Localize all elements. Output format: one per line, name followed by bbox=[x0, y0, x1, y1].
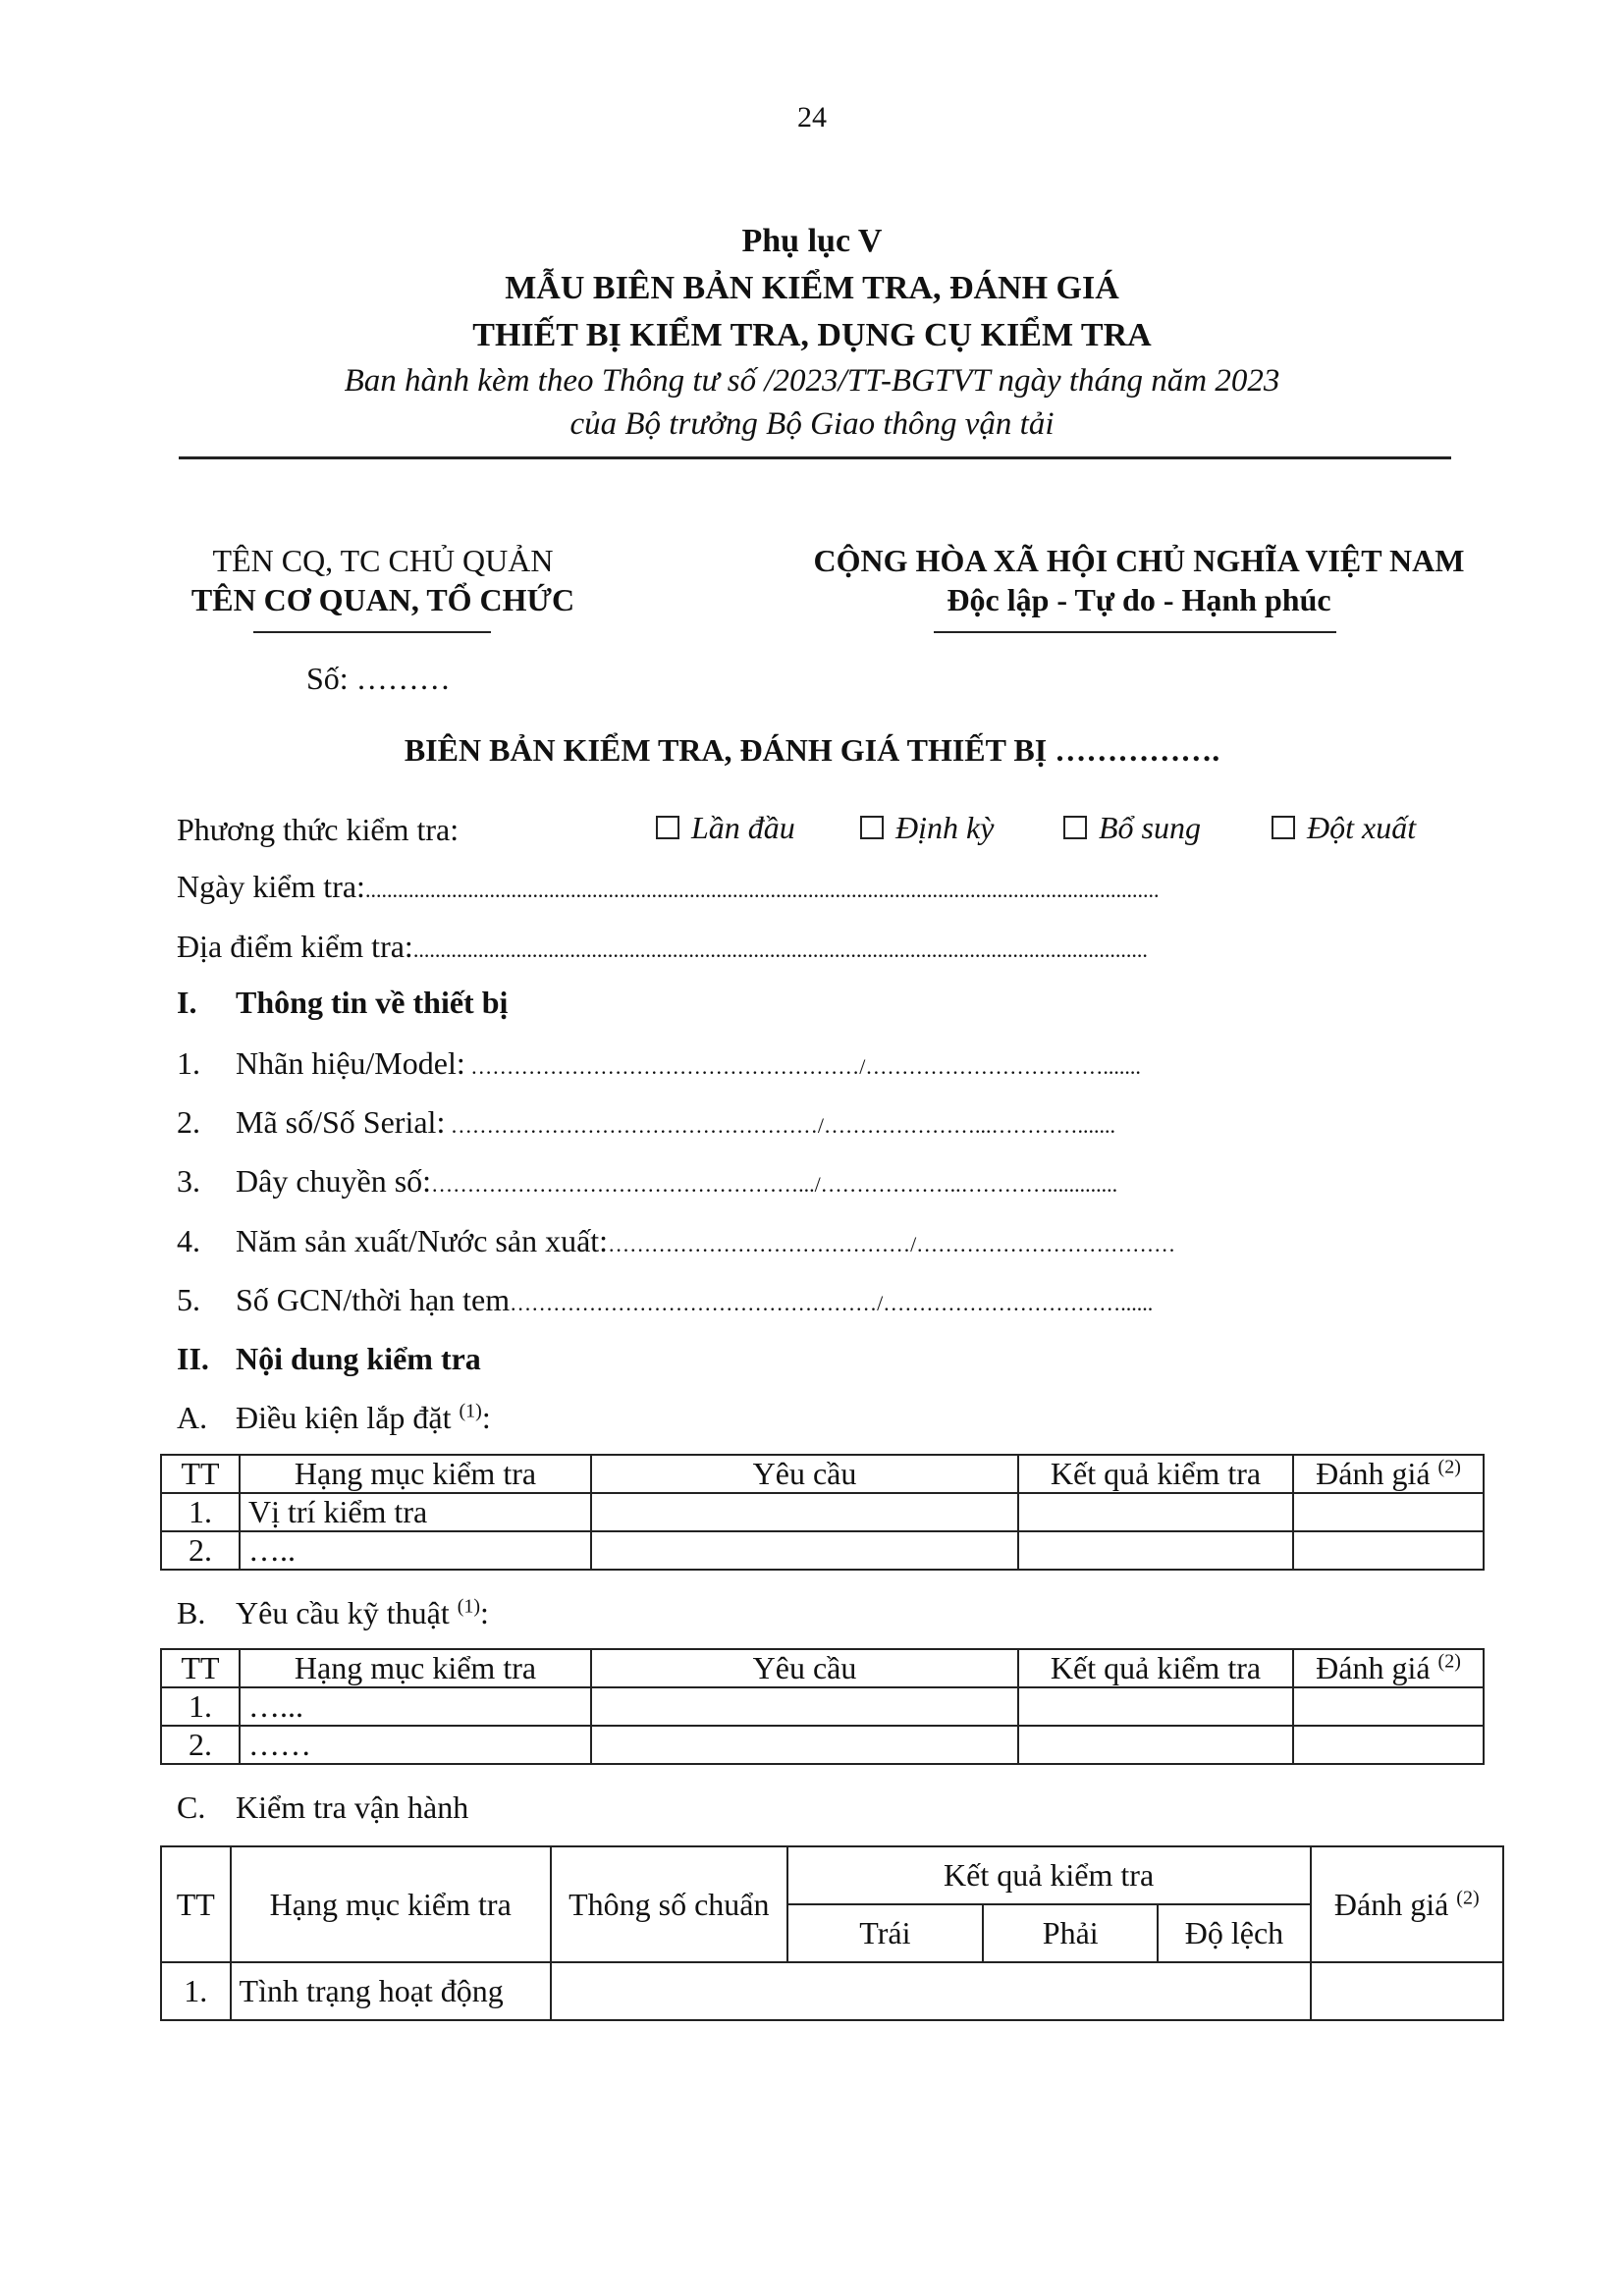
item4-line[interactable]: Năm sản xuất/Nước sản xuất:……………………………………/……………………………… bbox=[236, 1223, 1176, 1258]
place-dots: ........................................................................................................................................ bbox=[412, 937, 1148, 962]
cell-item[interactable]: …… bbox=[240, 1726, 591, 1764]
header-item: Hạng mục kiểm tra bbox=[231, 1846, 551, 1962]
item3-line[interactable]: Dây chuyền số:…………………………………………….../………………..…………............. bbox=[236, 1163, 1118, 1199]
option-first-time[interactable]: Lần đầu bbox=[656, 810, 795, 846]
appendix-line2: THIẾT BỊ KIỂM TRA, DỤNG CỤ KIỂM TRA bbox=[472, 317, 1152, 353]
place-label: Địa điểm kiểm tra: bbox=[177, 929, 413, 964]
header-standard: Thông số chuẩn bbox=[551, 1846, 787, 1962]
agency-underline bbox=[253, 631, 491, 633]
cell-tt: 2. bbox=[161, 1531, 240, 1570]
item4-number: 4. bbox=[177, 1223, 200, 1258]
header-evaluation: Đánh giá $^{(2)}$ bbox=[1293, 1649, 1484, 1687]
header-right: Phải bbox=[983, 1904, 1158, 1962]
header-result: Kết quả kiểm tra bbox=[1018, 1649, 1293, 1687]
item1-line[interactable]: Nhãn hiệu/Model: ………………………………………………/……………………………....... bbox=[236, 1045, 1141, 1081]
item3-number: 3. bbox=[177, 1163, 200, 1199]
table-header-row bbox=[161, 1846, 1503, 1904]
table-row bbox=[161, 1687, 1484, 1726]
table-header-row bbox=[161, 1455, 1484, 1493]
cell-item[interactable]: …... bbox=[240, 1687, 591, 1726]
cell-tt: 1. bbox=[161, 1962, 231, 2020]
date-label: Ngày kiểm tra: bbox=[177, 869, 365, 904]
cell-result[interactable] bbox=[1018, 1687, 1293, 1726]
header-evaluation: Đánh giá $^{(2)}$ bbox=[1311, 1846, 1503, 1962]
table-row bbox=[161, 1493, 1484, 1531]
document-number: Số: ……… bbox=[306, 661, 451, 696]
table-header-row bbox=[161, 1649, 1484, 1687]
part-b-letter: B. bbox=[177, 1595, 206, 1630]
cell-item[interactable]: ….. bbox=[240, 1531, 591, 1570]
section1-number: I. bbox=[177, 985, 197, 1020]
part-a-title: Điều kiện lắp đặt $^{(1)}$: bbox=[236, 1400, 491, 1435]
place-line[interactable] bbox=[177, 927, 1453, 970]
item1-number: 1. bbox=[177, 1045, 200, 1081]
page-number: 24 bbox=[797, 101, 827, 133]
part-c-title: Kiểm tra vận hành bbox=[236, 1789, 469, 1825]
option-periodic[interactable]: Định kỳ bbox=[860, 810, 994, 846]
section2-title: Nội dung kiểm tra bbox=[236, 1341, 481, 1376]
item2-line[interactable]: Mã số/Số Serial: ……………………………………………/…………………...…………....... bbox=[236, 1104, 1115, 1140]
checkbox-icon[interactable] bbox=[1063, 816, 1087, 839]
cell-evaluation[interactable] bbox=[1293, 1493, 1484, 1531]
cell-item[interactable]: Tình trạng hoạt động bbox=[231, 1962, 551, 2020]
checkbox-icon[interactable] bbox=[860, 816, 884, 839]
cell-result[interactable] bbox=[1018, 1493, 1293, 1531]
checkbox-icon[interactable] bbox=[1272, 816, 1295, 839]
cell-result[interactable] bbox=[1018, 1726, 1293, 1764]
section2-number: II. bbox=[177, 1341, 209, 1376]
national-block bbox=[766, 541, 1512, 619]
cell-result[interactable] bbox=[1018, 1531, 1293, 1570]
cell-requirement[interactable] bbox=[591, 1687, 1018, 1726]
part-c-letter: C. bbox=[177, 1789, 206, 1825]
issued-line1: Ban hành kèm theo Thông tư số /2023/TT-BGTVT ngày tháng năm 2023 bbox=[344, 363, 1280, 399]
item5-line[interactable]: Số GCN/thời hạn tem……………………………………………/……………………………...... bbox=[236, 1282, 1154, 1317]
header-result: Kết quả kiểm tra bbox=[787, 1846, 1311, 1904]
part-a-letter: A. bbox=[177, 1400, 208, 1435]
checkbox-icon[interactable] bbox=[656, 816, 679, 839]
item5-number: 5. bbox=[177, 1282, 200, 1317]
motto: Độc lập - Tự do - Hạnh phúc bbox=[947, 582, 1331, 617]
parent-agency: TÊN CQ, TC CHỦ QUẢN bbox=[212, 543, 554, 578]
document-title: BIÊN BẢN KIỂM TRA, ĐÁNH GIÁ THIẾT BỊ ……………. bbox=[404, 732, 1220, 768]
agency-name: TÊN CƠ QUAN, TỔ CHỨC bbox=[190, 582, 575, 617]
heading-divider bbox=[179, 456, 1451, 459]
section1-title: Thông tin về thiết bị bbox=[236, 985, 509, 1020]
table-row bbox=[161, 1962, 1503, 2020]
inspection-method-label: Phương thức kiểm tra: bbox=[177, 812, 460, 847]
cell-tt: 1. bbox=[161, 1493, 240, 1531]
item2-number: 2. bbox=[177, 1104, 200, 1140]
header-item: Hạng mục kiểm tra bbox=[240, 1649, 591, 1687]
header-tt: TT bbox=[161, 1846, 231, 1962]
header-left: Trái bbox=[787, 1904, 983, 1962]
issued-line2: của Bộ trưởng Bộ Giao thông vận tải bbox=[569, 406, 1055, 442]
table-operation bbox=[160, 1845, 1504, 2021]
cell-evaluation[interactable] bbox=[1311, 1962, 1503, 2020]
country-name: CỘNG HÒA XÃ HỘI CHỦ NGHĨA VIỆT NAM bbox=[813, 543, 1465, 578]
cell-evaluation[interactable] bbox=[1293, 1726, 1484, 1764]
appendix-heading bbox=[0, 218, 1624, 359]
cell-item[interactable]: Vị trí kiểm tra bbox=[240, 1493, 591, 1531]
cell-tt: 2. bbox=[161, 1726, 240, 1764]
table-installation bbox=[160, 1454, 1485, 1571]
appendix-title: Phụ lục V bbox=[741, 223, 883, 259]
option-unscheduled[interactable]: Đột xuất bbox=[1272, 810, 1416, 846]
appendix-issued bbox=[0, 359, 1624, 446]
cell-requirement[interactable] bbox=[591, 1726, 1018, 1764]
cell-merged-values[interactable] bbox=[551, 1962, 1311, 2020]
cell-evaluation[interactable] bbox=[1293, 1531, 1484, 1570]
header-deviation: Độ lệch bbox=[1158, 1904, 1310, 1962]
header-item: Hạng mục kiểm tra bbox=[240, 1455, 591, 1493]
header-tt: TT bbox=[161, 1649, 240, 1687]
header-evaluation: Đánh giá $^{(2)}$ bbox=[1293, 1455, 1484, 1493]
appendix-line1: MẪU BIÊN BẢN KIỂM TRA, ĐÁNH GIÁ bbox=[505, 270, 1119, 306]
date-dots: ................................................................................................................................................... bbox=[364, 878, 1160, 902]
cell-requirement[interactable] bbox=[591, 1531, 1018, 1570]
header-result: Kết quả kiểm tra bbox=[1018, 1455, 1293, 1493]
cell-evaluation[interactable] bbox=[1293, 1687, 1484, 1726]
cell-requirement[interactable] bbox=[591, 1493, 1018, 1531]
header-tt: TT bbox=[161, 1455, 240, 1493]
table-technical bbox=[160, 1648, 1485, 1765]
part-b-title: Yêu cầu kỹ thuật $^{(1)}$: bbox=[236, 1595, 489, 1630]
table-row bbox=[161, 1726, 1484, 1764]
table-row bbox=[161, 1531, 1484, 1570]
motto-underline bbox=[934, 631, 1336, 633]
option-additional[interactable]: Bổ sung bbox=[1063, 810, 1201, 846]
cell-tt: 1. bbox=[161, 1687, 240, 1726]
agency-block bbox=[157, 541, 609, 619]
date-line[interactable] bbox=[177, 867, 1453, 910]
header-requirement: Yêu cầu bbox=[591, 1455, 1018, 1493]
header-requirement: Yêu cầu bbox=[591, 1649, 1018, 1687]
